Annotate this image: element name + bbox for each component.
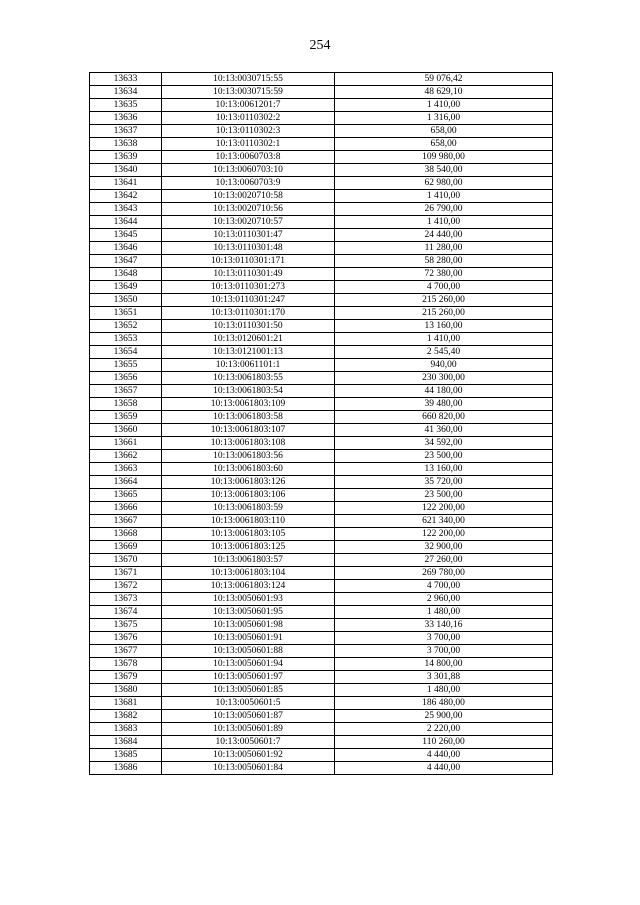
row-number-cell: 13650	[90, 294, 162, 307]
value-cell: 33 140,16	[335, 619, 553, 632]
row-number-cell: 13640	[90, 164, 162, 177]
value-cell: 1 480,00	[335, 606, 553, 619]
table-row	[90, 333, 553, 346]
value-cell: 3 301,88	[335, 671, 553, 684]
cadastral-number-cell: 10:13:0050601:89	[162, 723, 335, 736]
table-row	[90, 463, 553, 476]
value-cell: 4 440,00	[335, 762, 553, 775]
value-cell: 39 480,00	[335, 398, 553, 411]
value-cell: 1 410,00	[335, 99, 553, 112]
row-number-cell: 13636	[90, 112, 162, 125]
cadastral-number-cell: 10:13:0060703:8	[162, 151, 335, 164]
cadastral-number-cell: 10:13:0110302:3	[162, 125, 335, 138]
value-cell: 4 700,00	[335, 281, 553, 294]
table-row	[90, 697, 553, 710]
table-row	[90, 190, 553, 203]
value-cell: 658,00	[335, 138, 553, 151]
value-cell: 59 076,42	[335, 73, 553, 86]
value-cell: 35 720,00	[335, 476, 553, 489]
table-row	[90, 229, 553, 242]
value-cell: 32 900,00	[335, 541, 553, 554]
row-number-cell: 13676	[90, 632, 162, 645]
cadastral-number-cell: 10:13:0030715:59	[162, 86, 335, 99]
table-row	[90, 99, 553, 112]
cadastral-number-cell: 10:13:0061101:1	[162, 359, 335, 372]
row-number-cell: 13678	[90, 658, 162, 671]
row-number-cell: 13643	[90, 203, 162, 216]
table-row	[90, 268, 553, 281]
row-number-cell: 13670	[90, 554, 162, 567]
cadastral-number-cell: 10:13:0110302:2	[162, 112, 335, 125]
table-row	[90, 710, 553, 723]
cadastral-number-cell: 10:13:0050601:87	[162, 710, 335, 723]
value-cell: 2 220,00	[335, 723, 553, 736]
row-number-cell: 13645	[90, 229, 162, 242]
cadastral-number-cell: 10:13:0061803:60	[162, 463, 335, 476]
row-number-cell: 13658	[90, 398, 162, 411]
row-number-cell: 13660	[90, 424, 162, 437]
cadastral-number-cell: 10:13:0060703:10	[162, 164, 335, 177]
table-row	[90, 294, 553, 307]
table-row	[90, 437, 553, 450]
value-cell: 269 780,00	[335, 567, 553, 580]
cadastral-number-cell: 10:13:0050601:91	[162, 632, 335, 645]
value-cell: 24 440,00	[335, 229, 553, 242]
row-number-cell: 13652	[90, 320, 162, 333]
table-row	[90, 515, 553, 528]
value-cell: 58 280,00	[335, 255, 553, 268]
table-row	[90, 645, 553, 658]
row-number-cell: 13656	[90, 372, 162, 385]
row-number-cell: 13686	[90, 762, 162, 775]
table-row	[90, 736, 553, 749]
cadastral-number-cell: 10:13:0050601:94	[162, 658, 335, 671]
cadastral-number-cell: 10:13:0061803:124	[162, 580, 335, 593]
value-cell: 621 340,00	[335, 515, 553, 528]
cadastral-number-cell: 10:13:0120601:21	[162, 333, 335, 346]
cadastral-number-cell: 10:13:0061803:56	[162, 450, 335, 463]
row-number-cell: 13674	[90, 606, 162, 619]
table-row	[90, 281, 553, 294]
value-cell: 940,00	[335, 359, 553, 372]
cadastral-number-cell: 10:13:0061803:110	[162, 515, 335, 528]
table-row	[90, 411, 553, 424]
row-number-cell: 13662	[90, 450, 162, 463]
table-row	[90, 177, 553, 190]
table-row	[90, 762, 553, 775]
table-row	[90, 359, 553, 372]
table-row	[90, 502, 553, 515]
cadastral-number-cell: 10:13:0121001:13	[162, 346, 335, 359]
row-number-cell: 13668	[90, 528, 162, 541]
row-number-cell: 13637	[90, 125, 162, 138]
cadastral-number-cell: 10:13:0050601:85	[162, 684, 335, 697]
value-cell: 3 700,00	[335, 645, 553, 658]
value-cell: 14 800,00	[335, 658, 553, 671]
cadastral-number-cell: 10:13:0110301:50	[162, 320, 335, 333]
row-number-cell: 13666	[90, 502, 162, 515]
table-row	[90, 489, 553, 502]
row-number-cell: 13667	[90, 515, 162, 528]
value-cell: 122 200,00	[335, 502, 553, 515]
table-row	[90, 619, 553, 632]
table-row	[90, 723, 553, 736]
table-row	[90, 671, 553, 684]
cadastral-number-cell: 10:13:0050601:95	[162, 606, 335, 619]
row-number-cell: 13654	[90, 346, 162, 359]
page-number: 254	[309, 38, 331, 53]
row-number-cell: 13634	[90, 86, 162, 99]
cadastral-number-cell: 10:13:0061803:107	[162, 424, 335, 437]
value-cell: 25 900,00	[335, 710, 553, 723]
cadastral-number-cell: 10:13:0020710:58	[162, 190, 335, 203]
registry-table-body	[90, 73, 553, 775]
row-number-cell: 13659	[90, 411, 162, 424]
table-row	[90, 320, 553, 333]
row-number-cell: 13684	[90, 736, 162, 749]
value-cell: 1 410,00	[335, 190, 553, 203]
cadastral-number-cell: 10:13:0050601:97	[162, 671, 335, 684]
table-row	[90, 476, 553, 489]
table-row	[90, 164, 553, 177]
row-number-cell: 13647	[90, 255, 162, 268]
table-row	[90, 385, 553, 398]
value-cell: 1 410,00	[335, 216, 553, 229]
value-cell: 26 790,00	[335, 203, 553, 216]
value-cell: 3 700,00	[335, 632, 553, 645]
registry-table	[89, 72, 553, 775]
value-cell: 658,00	[335, 125, 553, 138]
table-row	[90, 528, 553, 541]
value-cell: 13 160,00	[335, 463, 553, 476]
row-number-cell: 13657	[90, 385, 162, 398]
row-number-cell: 13642	[90, 190, 162, 203]
cadastral-number-cell: 10:13:0061803:126	[162, 476, 335, 489]
table-row	[90, 398, 553, 411]
row-number-cell: 13677	[90, 645, 162, 658]
cadastral-number-cell: 10:13:0061803:125	[162, 541, 335, 554]
cadastral-number-cell: 10:13:0110301:47	[162, 229, 335, 242]
value-cell: 41 360,00	[335, 424, 553, 437]
cadastral-number-cell: 10:13:0050601:98	[162, 619, 335, 632]
value-cell: 38 540,00	[335, 164, 553, 177]
value-cell: 110 260,00	[335, 736, 553, 749]
table-row	[90, 86, 553, 99]
cadastral-number-cell: 10:13:0110301:49	[162, 268, 335, 281]
table-row	[90, 138, 553, 151]
value-cell: 122 200,00	[335, 528, 553, 541]
row-number-cell: 13681	[90, 697, 162, 710]
row-number-cell: 13646	[90, 242, 162, 255]
value-cell: 72 380,00	[335, 268, 553, 281]
cadastral-number-cell: 10:13:0050601:93	[162, 593, 335, 606]
table-row	[90, 372, 553, 385]
value-cell: 44 180,00	[335, 385, 553, 398]
row-number-cell: 13648	[90, 268, 162, 281]
value-cell: 13 160,00	[335, 320, 553, 333]
value-cell: 11 280,00	[335, 242, 553, 255]
table-row	[90, 632, 553, 645]
value-cell: 215 260,00	[335, 294, 553, 307]
table-row	[90, 606, 553, 619]
row-number-cell: 13661	[90, 437, 162, 450]
cadastral-number-cell: 10:13:0110301:170	[162, 307, 335, 320]
row-number-cell: 13683	[90, 723, 162, 736]
row-number-cell: 13653	[90, 333, 162, 346]
value-cell: 215 260,00	[335, 307, 553, 320]
cadastral-number-cell: 10:13:0061803:59	[162, 502, 335, 515]
row-number-cell: 13675	[90, 619, 162, 632]
table-row	[90, 541, 553, 554]
row-number-cell: 13682	[90, 710, 162, 723]
cadastral-number-cell: 10:13:0030715:55	[162, 73, 335, 86]
row-number-cell: 13671	[90, 567, 162, 580]
table-row	[90, 242, 553, 255]
table-row	[90, 151, 553, 164]
table-row	[90, 749, 553, 762]
cadastral-number-cell: 10:13:0050601:7	[162, 736, 335, 749]
table-row	[90, 658, 553, 671]
value-cell: 4 700,00	[335, 580, 553, 593]
row-number-cell: 13639	[90, 151, 162, 164]
row-number-cell: 13655	[90, 359, 162, 372]
row-number-cell: 13635	[90, 99, 162, 112]
value-cell: 230 300,00	[335, 372, 553, 385]
row-number-cell: 13664	[90, 476, 162, 489]
cadastral-number-cell: 10:13:0061803:54	[162, 385, 335, 398]
row-number-cell: 13633	[90, 73, 162, 86]
row-number-cell: 13679	[90, 671, 162, 684]
value-cell: 34 592,00	[335, 437, 553, 450]
value-cell: 1 316,00	[335, 112, 553, 125]
row-number-cell: 13669	[90, 541, 162, 554]
row-number-cell: 13638	[90, 138, 162, 151]
cadastral-number-cell: 10:13:0061803:104	[162, 567, 335, 580]
value-cell: 62 980,00	[335, 177, 553, 190]
value-cell: 1 480,00	[335, 684, 553, 697]
cadastral-number-cell: 10:13:0061803:108	[162, 437, 335, 450]
cadastral-number-cell: 10:13:0110301:171	[162, 255, 335, 268]
cadastral-number-cell: 10:13:0061803:55	[162, 372, 335, 385]
table-row	[90, 450, 553, 463]
table-row	[90, 424, 553, 437]
value-cell: 660 820,00	[335, 411, 553, 424]
table-row	[90, 307, 553, 320]
table-row	[90, 255, 553, 268]
cadastral-number-cell: 10:13:0110301:273	[162, 281, 335, 294]
cadastral-number-cell: 10:13:0110301:247	[162, 294, 335, 307]
cadastral-number-cell: 10:13:0110302:1	[162, 138, 335, 151]
table-row	[90, 567, 553, 580]
value-cell: 27 260,00	[335, 554, 553, 567]
row-number-cell: 13644	[90, 216, 162, 229]
row-number-cell: 13641	[90, 177, 162, 190]
table-row	[90, 203, 553, 216]
cadastral-number-cell: 10:13:0060703:9	[162, 177, 335, 190]
table-row	[90, 73, 553, 86]
value-cell: 23 500,00	[335, 450, 553, 463]
value-cell: 1 410,00	[335, 333, 553, 346]
value-cell: 23 500,00	[335, 489, 553, 502]
row-number-cell: 13649	[90, 281, 162, 294]
row-number-cell: 13663	[90, 463, 162, 476]
cadastral-number-cell: 10:13:0020710:57	[162, 216, 335, 229]
row-number-cell: 13672	[90, 580, 162, 593]
table-row	[90, 593, 553, 606]
value-cell: 48 629,10	[335, 86, 553, 99]
cadastral-number-cell: 10:13:0020710:56	[162, 203, 335, 216]
cadastral-number-cell: 10:13:0061803:105	[162, 528, 335, 541]
cadastral-number-cell: 10:13:0061803:106	[162, 489, 335, 502]
table-row	[90, 216, 553, 229]
cadastral-number-cell: 10:13:0050601:88	[162, 645, 335, 658]
cadastral-number-cell: 10:13:0050601:5	[162, 697, 335, 710]
cadastral-number-cell: 10:13:0050601:92	[162, 749, 335, 762]
table-row	[90, 112, 553, 125]
row-number-cell: 13673	[90, 593, 162, 606]
row-number-cell: 13651	[90, 307, 162, 320]
cadastral-number-cell: 10:13:0050601:84	[162, 762, 335, 775]
table-row	[90, 125, 553, 138]
row-number-cell: 13680	[90, 684, 162, 697]
cadastral-number-cell: 10:13:0061803:57	[162, 554, 335, 567]
cadastral-number-cell: 10:13:0061803:58	[162, 411, 335, 424]
value-cell: 186 480,00	[335, 697, 553, 710]
cadastral-number-cell: 10:13:0110301:48	[162, 242, 335, 255]
table-row	[90, 684, 553, 697]
cadastral-number-cell: 10:13:0061803:109	[162, 398, 335, 411]
value-cell: 109 980,00	[335, 151, 553, 164]
cadastral-number-cell: 10:13:0061201:7	[162, 99, 335, 112]
row-number-cell: 13685	[90, 749, 162, 762]
row-number-cell: 13665	[90, 489, 162, 502]
value-cell: 2 960,00	[335, 593, 553, 606]
table-row	[90, 580, 553, 593]
value-cell: 2 545,40	[335, 346, 553, 359]
value-cell: 4 440,00	[335, 749, 553, 762]
table-row	[90, 346, 553, 359]
table-row	[90, 554, 553, 567]
